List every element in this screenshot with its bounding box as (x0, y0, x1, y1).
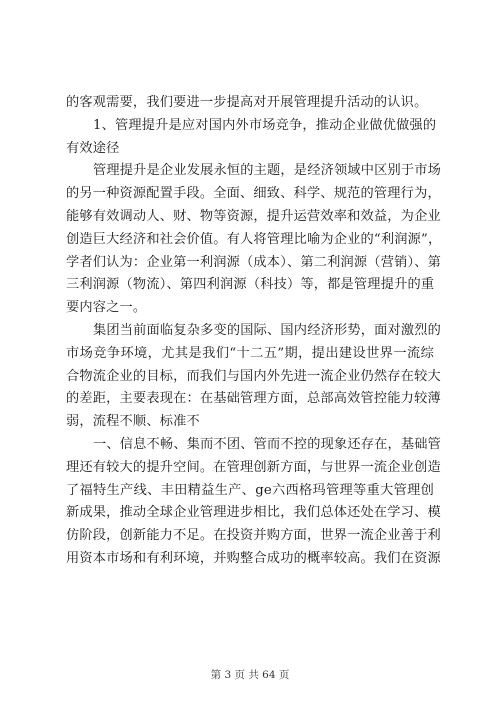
body-text (66, 92, 442, 571)
text-line: 用资本市场和有利环境，并购整合成功的概率较高。我们在资源 (66, 550, 441, 566)
text-line: 市场竞争环境，尤其是我们“十二五”期，提出建设世界一流综 (66, 345, 434, 361)
text-line: 合物流企业的目标，而我们与国内外先进一流企业仍然存在较大 (66, 368, 441, 384)
text-line: 的另一种资源配置手段。全面、细致、科学、规范的管理行为， (66, 186, 441, 202)
text-line: 1、管理提升是应对国内外市场竞争，推动企业做优做强的 (93, 117, 437, 133)
text-line: 弱，流程不顺、标准不 (66, 414, 200, 430)
text-line: 的客观需要，我们要进一步提高对开展管理提升活动的认识。 (66, 95, 428, 110)
text-line: 理还有较大的提升空间。在管理创新方面，与世界一流企业创造 (66, 459, 441, 475)
text-line: 仿阶段，创新能力不足。在投资并购方面，世界一流企业善于利 (66, 528, 441, 544)
text-line: 要内容之一。 (66, 300, 147, 316)
text-line: 集团当前面临复杂多变的国际、国内经济形势，面对激烈的 (93, 322, 442, 338)
text-line: 新成果，推动全球企业管理进步相比，我们总体还处在学习、模 (66, 505, 441, 521)
text-line: 的差距，主要表现在：在基础管理方面，总部高效管控能力较薄 (66, 391, 441, 407)
page-footer: 第 3 页 共 64 页 (210, 669, 290, 681)
text-line: 了福特生产线、丰田精益生产、ge六西格玛管理等重大管理创 (66, 482, 434, 498)
text-line: 能够有效调动人、财、物等资源，提升运营效率和效益，为企业 (66, 208, 441, 224)
text-line: 有效途径 (66, 140, 120, 156)
text-line: 一、信息不畅、集而不团、管而不控的现象还存在，基础管 (93, 436, 442, 452)
text-line: 学者们认为：企业第一利润源（成本）、第二利润源（营销）、第 (66, 254, 442, 270)
text-line: 创造巨大经济和社会价值。有人将管理比喻为企业的“利润源”， (66, 231, 442, 247)
text-line: 三利润源（物流）、第四利润源（科技）等，都是管理提升的重 (66, 277, 435, 293)
text-line: 管理提升是企业发展永恒的主题，是经济领域中区别于市场 (93, 163, 442, 179)
